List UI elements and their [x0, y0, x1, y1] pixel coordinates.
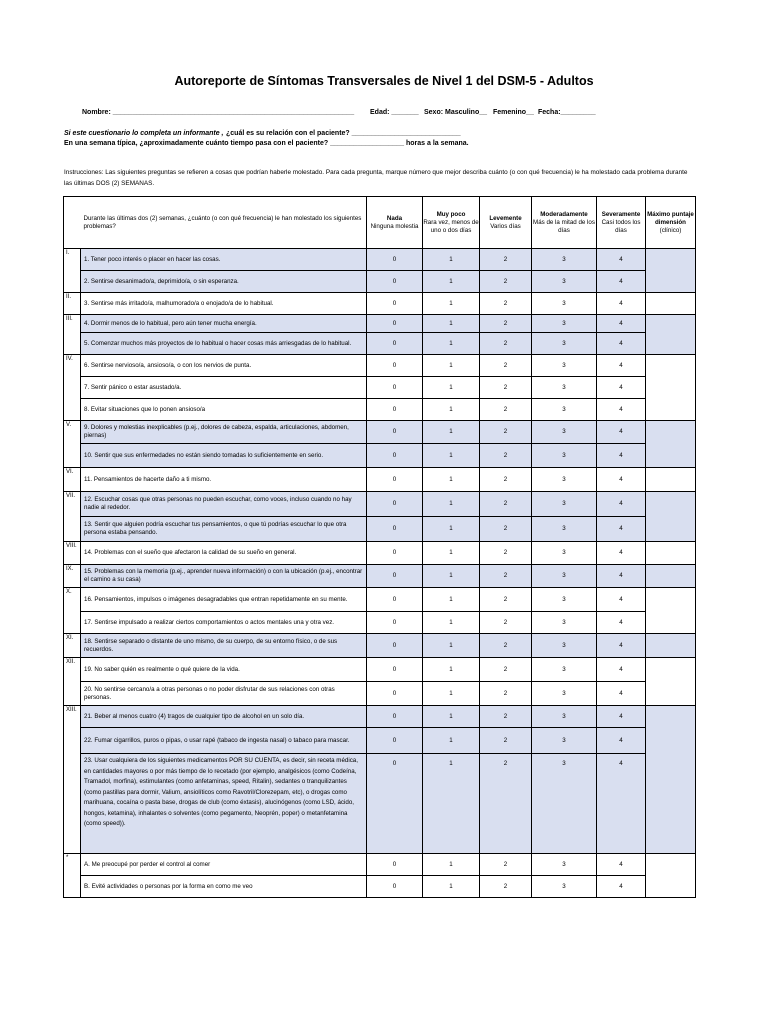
score-option-levemente[interactable]: 2: [480, 634, 532, 658]
question-text: 21. Beber al menos cuatro (4) tragos de cualquier tipo de alcohol en un solo día.: [81, 706, 367, 728]
score-option-moderadamente[interactable]: 3: [532, 542, 597, 565]
instructions: Instrucciones: Las siguientes preguntas se refieren a cosas que podrían haberle molestado. Para cada pregunta, marque número que mejor describa cuánto (o con qué frecuencia) le ha molestado cada problema durante las últimas DOS (2) SEMANAS.: [64, 169, 688, 187]
domain-label: VIII.: [64, 542, 81, 565]
score-option-moderadamente[interactable]: 3: [532, 315, 597, 333]
score-option-muy-poco[interactable]: 1: [423, 377, 480, 399]
score-option-levemente[interactable]: 2: [480, 377, 532, 399]
score-option-muy-poco[interactable]: 1: [423, 355, 480, 377]
table-row: [64, 517, 696, 542]
score-option-nada[interactable]: 0: [367, 377, 423, 399]
score-option-moderadamente[interactable]: 3: [532, 421, 597, 444]
score-option-levemente[interactable]: 2: [480, 492, 532, 517]
score-option-severamente[interactable]: 4: [597, 728, 646, 754]
question-text: 12. Escuchar cosas que otras personas no pueden escuchar, como voces, incluso cuando no hay nadie al rededor.: [81, 492, 367, 517]
score-option-moderadamente[interactable]: 3: [532, 249, 597, 271]
max-score-cell[interactable]: [646, 355, 696, 421]
domain-label: *: [64, 854, 81, 898]
informant-relation-field[interactable]: ¿cuál es su relación con el paciente? ____________________________: [226, 130, 461, 137]
score-option-levemente[interactable]: 2: [480, 682, 532, 706]
max-score-cell[interactable]: [646, 565, 696, 588]
score-option-nada[interactable]: 0: [367, 876, 423, 898]
question-text: 6. Sentirse nervioso/a, ansioso/a, o con los nervios de punta.: [81, 355, 367, 377]
table-header-row: [64, 197, 696, 249]
score-option-levemente[interactable]: 2: [480, 612, 532, 634]
col-muy-poco-title: Muy poco: [436, 210, 466, 218]
score-option-nada[interactable]: 0: [367, 588, 423, 612]
score-option-severamente[interactable]: 4: [597, 565, 646, 588]
question-text: 10. Sentir que sus enfermedades no están siendo tomadas lo suficientemente en serio.: [81, 444, 367, 468]
score-option-muy-poco[interactable]: 1: [423, 876, 480, 898]
max-score-cell[interactable]: [646, 588, 696, 634]
score-option-severamente[interactable]: 4: [597, 542, 646, 565]
max-score-cell[interactable]: [646, 249, 696, 293]
question-text: 7. Sentir pánico o estar asustado/a.: [81, 377, 367, 399]
header-corner: [64, 197, 81, 249]
table-row: [64, 658, 696, 682]
table-row: [64, 377, 696, 399]
score-option-levemente[interactable]: 2: [480, 293, 532, 315]
score-option-moderadamente[interactable]: 3: [532, 565, 597, 588]
score-option-severamente[interactable]: 4: [597, 588, 646, 612]
score-option-nada[interactable]: 0: [367, 706, 423, 728]
score-option-nada[interactable]: 0: [367, 355, 423, 377]
score-option-levemente[interactable]: 2: [480, 542, 532, 565]
score-option-levemente[interactable]: 2: [480, 517, 532, 542]
score-option-severamente[interactable]: 4: [597, 421, 646, 444]
score-option-muy-poco[interactable]: 1: [423, 421, 480, 444]
score-option-nada[interactable]: 0: [367, 468, 423, 492]
question-text: 17. Sentirse impulsado a realizar ciertos comportamientos o actos mentales una y otra vez.: [81, 612, 367, 634]
max-score-cell[interactable]: [646, 706, 696, 854]
score-option-severamente[interactable]: 4: [597, 444, 646, 468]
col-nada: [367, 197, 423, 249]
score-option-moderadamente[interactable]: 3: [532, 517, 597, 542]
score-option-nada[interactable]: 0: [367, 315, 423, 333]
domain-label: IV.: [64, 355, 81, 421]
score-option-moderadamente[interactable]: 3: [532, 754, 597, 854]
score-option-moderadamente[interactable]: 3: [532, 444, 597, 468]
score-option-severamente[interactable]: 4: [597, 754, 646, 854]
score-option-severamente[interactable]: 4: [597, 876, 646, 898]
col-maximo-title: Máximo puntaje dimensión: [647, 210, 694, 226]
col-moderadamente: [532, 197, 597, 249]
score-option-moderadamente[interactable]: 3: [532, 682, 597, 706]
score-option-muy-poco[interactable]: 1: [423, 249, 480, 271]
col-muy-poco: [423, 197, 480, 249]
score-option-muy-poco[interactable]: 1: [423, 634, 480, 658]
domain-label: V.: [64, 421, 81, 468]
col-maximo-sub: (clínico): [659, 226, 682, 234]
question-text: B. Evité actividades o personas por la forma en como me veo: [81, 876, 367, 898]
question-text: 5. Comenzar muchos más proyectos de lo habitual o hacer cosas más arriesgadas de lo habitual.: [81, 333, 367, 355]
score-option-severamente[interactable]: 4: [597, 468, 646, 492]
score-option-levemente[interactable]: 2: [480, 271, 532, 293]
score-option-nada[interactable]: 0: [367, 854, 423, 876]
score-option-severamente[interactable]: 4: [597, 399, 646, 421]
domain-label: VI.: [64, 468, 81, 492]
score-option-nada[interactable]: 0: [367, 271, 423, 293]
domain-label: XIII.: [64, 706, 81, 854]
score-option-nada[interactable]: 0: [367, 399, 423, 421]
score-option-moderadamente[interactable]: 3: [532, 293, 597, 315]
max-score-cell[interactable]: [646, 542, 696, 565]
score-option-levemente[interactable]: 2: [480, 706, 532, 728]
score-option-moderadamente[interactable]: 3: [532, 377, 597, 399]
score-option-severamente[interactable]: 4: [597, 492, 646, 517]
col-moderadamente-sub: Más de la mitad de los días: [533, 218, 595, 234]
col-maximo: [646, 197, 696, 249]
domain-label: I.: [64, 249, 81, 293]
score-option-levemente[interactable]: 2: [480, 588, 532, 612]
col-severamente-sub: Casi todos los días: [601, 218, 641, 234]
score-option-nada[interactable]: 0: [367, 492, 423, 517]
question-text: 4. Dormir menos de lo habitual, pero aún tener mucha energía.: [81, 315, 367, 333]
question-text: 13. Sentir que alguien podría escuchar tus pensamientos, o que tú podrías escuchar lo que otra persona estaba pensando.: [81, 517, 367, 542]
table-row: [64, 565, 696, 588]
score-option-muy-poco[interactable]: 1: [423, 333, 480, 355]
table-row: [64, 468, 696, 492]
table-row: [64, 333, 696, 355]
score-option-muy-poco[interactable]: 1: [423, 542, 480, 565]
col-levemente-title: Levemente: [489, 214, 522, 222]
col-nada-sub: Ninguna molestia: [370, 222, 419, 230]
score-option-moderadamente[interactable]: 3: [532, 854, 597, 876]
col-severamente-title: Severamente: [601, 210, 641, 218]
domain-label: X.: [64, 588, 81, 634]
score-option-nada[interactable]: 0: [367, 612, 423, 634]
score-option-muy-poco[interactable]: 1: [423, 293, 480, 315]
question-text: 16. Pensamientos, impulsos o imágenes desagradables que entran repetidamente en su mente.: [81, 588, 367, 612]
score-option-nada[interactable]: 0: [367, 728, 423, 754]
question-text: 1. Tener poco interés o placer en hacer las cosas.: [81, 249, 367, 271]
score-option-severamente[interactable]: 4: [597, 293, 646, 315]
score-option-muy-poco[interactable]: 1: [423, 854, 480, 876]
score-option-levemente[interactable]: 2: [480, 565, 532, 588]
question-text: 22. Fumar cigarrillos, puros o pipas, o usar rapé (tabaco de ingesta nasal) o tabaco para mascar.: [81, 728, 367, 754]
score-option-levemente[interactable]: 2: [480, 728, 532, 754]
question-text: 19. No saber quién es realmente o qué quiere de la vida.: [81, 658, 367, 682]
score-option-muy-poco[interactable]: 1: [423, 444, 480, 468]
table-row: [64, 682, 696, 706]
date-field[interactable]: Fecha:_________: [538, 109, 596, 116]
score-option-muy-poco[interactable]: 1: [423, 565, 480, 588]
score-option-severamente[interactable]: 4: [597, 271, 646, 293]
table-row: [64, 444, 696, 468]
score-option-severamente[interactable]: 4: [597, 377, 646, 399]
score-option-levemente[interactable]: 2: [480, 421, 532, 444]
score-option-nada[interactable]: 0: [367, 293, 423, 315]
score-option-muy-poco[interactable]: 1: [423, 658, 480, 682]
score-option-moderadamente[interactable]: 3: [532, 876, 597, 898]
table-row: [64, 706, 696, 728]
page-title: Autoreporte de Síntomas Transversales de Nivel 1 del DSM-5 - Adultos: [174, 74, 594, 88]
table-row: [64, 876, 696, 898]
score-option-muy-poco[interactable]: 1: [423, 754, 480, 854]
score-option-severamente[interactable]: 4: [597, 854, 646, 876]
score-option-muy-poco[interactable]: 1: [423, 706, 480, 728]
col-nada-title: Nada: [386, 214, 403, 222]
score-option-levemente[interactable]: 2: [480, 315, 532, 333]
question-text: 9. Dolores y molestias inexplicables (p.ej., dolores de cabeza, espalda, articulaciones, abdomen, piernas): [81, 421, 367, 444]
domain-label: XII.: [64, 658, 81, 706]
score-option-severamente[interactable]: 4: [597, 682, 646, 706]
table-row: [64, 271, 696, 293]
score-option-levemente[interactable]: 2: [480, 754, 532, 854]
score-option-moderadamente[interactable]: 3: [532, 399, 597, 421]
score-option-moderadamente[interactable]: 3: [532, 634, 597, 658]
score-option-nada[interactable]: 0: [367, 634, 423, 658]
table-row: [64, 588, 696, 612]
score-option-levemente[interactable]: 2: [480, 249, 532, 271]
question-text: 23. Usar cualquiera de los siguientes medicamentos POR SU CUENTA, es decir, sin receta médica, en cantidades mayores o por más tiempo de lo recetado (por ejemplo, analgésicos (como Codeína, Tramadol, morfina), estimulantes (como anfetaminas, speed, Ritalin), sedantes o tranquilizantes (como pastillas para dormir, Valium, ansiolíticos como Ravotril/Clorezepam, etc), o drogas como marihuana, cocaína o pasta base, drogas de club (como éxtasis), alucinógenos (como LSD, ácido, hongos, ketamina), inhalantes o solventes (como pegamento, Neoprén, poper) o metanfetamina (como speed)).: [81, 754, 367, 854]
question-text: 20. No sentirse cercano/a a otras personas o no poder disfrutar de sus relaciones con otras personas.: [81, 682, 367, 706]
score-option-moderadamente[interactable]: 3: [532, 492, 597, 517]
score-option-nada[interactable]: 0: [367, 565, 423, 588]
score-option-moderadamente[interactable]: 3: [532, 468, 597, 492]
score-option-nada[interactable]: 0: [367, 682, 423, 706]
score-option-muy-poco[interactable]: 1: [423, 682, 480, 706]
score-option-severamente[interactable]: 4: [597, 706, 646, 728]
question-text: 15. Problemas con la memoria (p.ej., aprender nueva información) o con la ubicación (p.ej., encontrar el camino a su casa): [81, 565, 367, 588]
score-option-muy-poco[interactable]: 1: [423, 315, 480, 333]
age-field[interactable]: Edad: _______: [370, 109, 419, 116]
table-row: [64, 542, 696, 565]
score-option-muy-poco[interactable]: 1: [423, 517, 480, 542]
score-option-moderadamente[interactable]: 3: [532, 612, 597, 634]
table-row: [64, 612, 696, 634]
score-option-levemente[interactable]: 2: [480, 658, 532, 682]
domain-label: XI.: [64, 634, 81, 658]
header-question: Durante las últimas dos (2) semanas, ¿cuánto (o con qué frecuencia) le han molestado los siguientes problemas?: [81, 197, 367, 249]
table-row: [64, 315, 696, 333]
score-option-severamente[interactable]: 4: [597, 355, 646, 377]
max-score-cell[interactable]: [646, 468, 696, 492]
weekly-time-question[interactable]: En una semana típica, ¿aproximadamente cuánto tiempo pasa con el paciente? ___________________ horas a la semana.: [64, 140, 469, 147]
score-option-muy-poco[interactable]: 1: [423, 728, 480, 754]
score-option-muy-poco[interactable]: 1: [423, 271, 480, 293]
domain-label: VII.: [64, 492, 81, 542]
table-row: [64, 355, 696, 377]
col-levemente-sub: Varios días: [490, 222, 521, 230]
question-text: 3. Sentirse más irritado/a, malhumorado/a o enojado/a de lo habitual.: [81, 293, 367, 315]
score-option-muy-poco[interactable]: 1: [423, 492, 480, 517]
score-option-levemente[interactable]: 2: [480, 876, 532, 898]
score-option-nada[interactable]: 0: [367, 542, 423, 565]
score-option-severamente[interactable]: 4: [597, 517, 646, 542]
score-option-levemente[interactable]: 2: [480, 854, 532, 876]
score-option-nada[interactable]: 0: [367, 421, 423, 444]
max-score-cell[interactable]: [646, 293, 696, 315]
max-score-cell[interactable]: [646, 854, 696, 898]
max-score-cell[interactable]: [646, 492, 696, 542]
score-option-muy-poco[interactable]: 1: [423, 588, 480, 612]
max-score-cell[interactable]: [646, 658, 696, 706]
score-option-moderadamente[interactable]: 3: [532, 728, 597, 754]
score-option-nada[interactable]: 0: [367, 517, 423, 542]
sex-male-field[interactable]: Sexo: Masculino__: [424, 109, 488, 116]
col-levemente: [480, 197, 532, 249]
table-row: [64, 399, 696, 421]
table-row: [64, 854, 696, 876]
score-option-moderadamente[interactable]: 3: [532, 333, 597, 355]
name-field[interactable]: Nombre: ______________________________________________________________: [82, 109, 355, 116]
informant-question: Si este cuestionario lo completa un informante ,: [64, 130, 224, 137]
score-option-moderadamente[interactable]: 3: [532, 706, 597, 728]
score-option-muy-poco[interactable]: 1: [423, 399, 480, 421]
score-option-levemente[interactable]: 2: [480, 333, 532, 355]
domain-label: II.: [64, 293, 81, 315]
score-option-muy-poco[interactable]: 1: [423, 468, 480, 492]
score-option-nada[interactable]: 0: [367, 444, 423, 468]
max-score-cell[interactable]: [646, 421, 696, 468]
score-option-severamente[interactable]: 4: [597, 612, 646, 634]
score-option-moderadamente[interactable]: 3: [532, 271, 597, 293]
max-score-cell[interactable]: [646, 315, 696, 355]
sex-female-field[interactable]: Femenino__: [493, 109, 534, 116]
score-option-moderadamente[interactable]: 3: [532, 355, 597, 377]
table-row: [64, 754, 696, 854]
question-text: A. Me preocupé por perder el control al comer: [81, 854, 367, 876]
table-row: [64, 728, 696, 754]
symptom-table: [63, 196, 696, 898]
score-option-moderadamente[interactable]: 3: [532, 658, 597, 682]
score-option-muy-poco[interactable]: 1: [423, 612, 480, 634]
table-row: [64, 421, 696, 444]
score-option-nada[interactable]: 0: [367, 249, 423, 271]
score-option-severamente[interactable]: 4: [597, 634, 646, 658]
score-option-nada[interactable]: 0: [367, 754, 423, 854]
score-option-nada[interactable]: 0: [367, 333, 423, 355]
table-row: [64, 634, 696, 658]
question-text: 8. Evitar situaciones que lo ponen ansioso/a: [81, 399, 367, 421]
question-text: 18. Sentirse separado o distante de uno mismo, de su cuerpo, de su entorno físico, o de sus recuerdos.: [81, 634, 367, 658]
score-option-severamente[interactable]: 4: [597, 658, 646, 682]
question-text: 14. Problemas con el sueño que afectaron la calidad de su sueño en general.: [81, 542, 367, 565]
score-option-severamente[interactable]: 4: [597, 315, 646, 333]
score-option-nada[interactable]: 0: [367, 658, 423, 682]
score-option-levemente[interactable]: 2: [480, 355, 532, 377]
table-row: [64, 249, 696, 271]
domain-label: IX.: [64, 565, 81, 588]
score-option-levemente[interactable]: 2: [480, 399, 532, 421]
col-muy-poco-sub: Rara vez, menos de uno o dos días: [423, 218, 479, 234]
col-moderadamente-title: Moderadamente: [540, 210, 588, 218]
max-score-cell[interactable]: [646, 634, 696, 658]
score-option-severamente[interactable]: 4: [597, 249, 646, 271]
table-row: [64, 293, 696, 315]
score-option-levemente[interactable]: 2: [480, 468, 532, 492]
col-severamente: [597, 197, 646, 249]
score-option-levemente[interactable]: 2: [480, 444, 532, 468]
domain-label: III.: [64, 315, 81, 355]
question-text: 2. Sentirse desanimado/a, deprimido/a, o sin esperanza.: [81, 271, 367, 293]
score-option-severamente[interactable]: 4: [597, 333, 646, 355]
table-row: [64, 492, 696, 517]
score-option-moderadamente[interactable]: 3: [532, 588, 597, 612]
question-text: 11. Pensamientos de hacerte daño a ti mismo.: [81, 468, 367, 492]
